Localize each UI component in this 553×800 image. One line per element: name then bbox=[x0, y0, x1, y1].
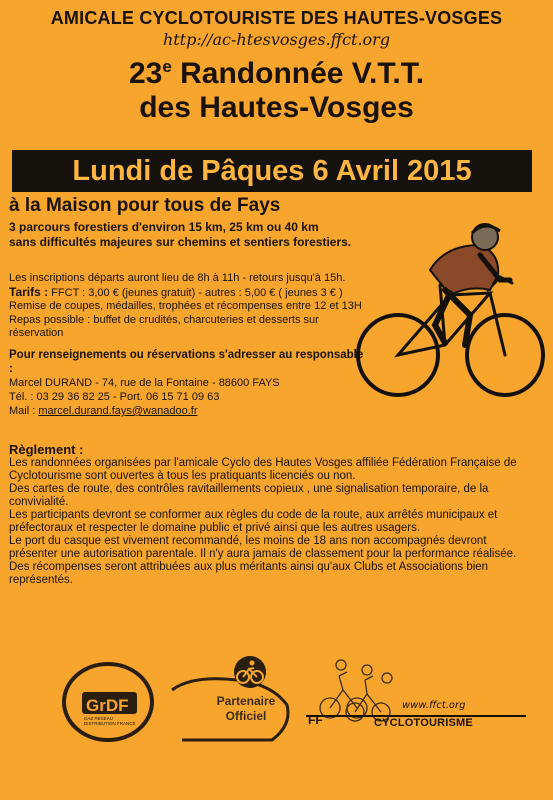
tarifs-text: FFCT : 3,00 € (jeunes gratuit) - autres : 5,00 € ( jeunes 3 € ) bbox=[48, 286, 343, 299]
parcours-description bbox=[9, 220, 379, 250]
reglement-paragraph: Le port du casque est vivement recommandé, les moins de 18 ans non accompagnés devront présenter une autorisation parentale. Il n'y aura jamais de classement pour la performance réalisée. bbox=[9, 535, 517, 560]
partner-line2: Officiel bbox=[225, 709, 267, 723]
reglement-paragraph: Les participants devront se conformer aux règles du code de la route, aux arrêtés municipaux et préfectoraux et respecter le domaine public et privé ainsi que les autres usagers. bbox=[9, 509, 498, 534]
reglement-paragraph: Des cartes de route, des contrôles ravitaillements copieux , une signalisation temporaire, de la convivialité. bbox=[9, 483, 489, 508]
edition-number: 23 bbox=[128, 57, 163, 90]
reglement-section bbox=[9, 443, 529, 587]
event-title-line1 bbox=[0, 50, 553, 91]
bike-partner-icon bbox=[233, 655, 267, 689]
club-name: AMICALE CYCLOTOURISTE DES HAUTES-VOSGES bbox=[50, 8, 503, 28]
cyclist-illustration bbox=[350, 215, 550, 415]
repas-text: Repas possible : buffet de crudités, charcuteries et desserts sur réservation bbox=[9, 313, 319, 339]
contact-mail-row bbox=[9, 404, 369, 418]
event-title-line2: des Hautes-Vosges bbox=[139, 91, 414, 124]
grdf-name: GrDF bbox=[86, 696, 129, 715]
contact-phone: Tél. : 03 29 36 82 25 - Port. 06 15 71 09 63 bbox=[9, 391, 220, 403]
inscriptions-text: Les inscriptions départs auront lieu de 8h à 11h - retours jusqu'à 15h. bbox=[9, 272, 346, 284]
contact-heading: Pour renseignements ou réservations s'adresser au responsable : bbox=[9, 349, 364, 375]
partner-line1: Partenaire bbox=[216, 694, 276, 708]
venue: à la Maison pour tous de Fays bbox=[9, 195, 281, 216]
contact-block bbox=[9, 348, 369, 418]
ffct-name: CYCLOTOURISME bbox=[374, 717, 473, 729]
club-url[interactable]: http://ac-htesvosges.ffct.org bbox=[162, 30, 391, 49]
title-line1-rest: Randonnée V.T.T. bbox=[171, 57, 425, 90]
reglement-paragraph: Des récompenses seront attribuées aux plus méritants ainsi qu'aux Clubs et Associations bien représentés. bbox=[9, 561, 489, 586]
ffct-ff: FF bbox=[308, 713, 323, 727]
reglement-title: Règlement : bbox=[9, 442, 84, 457]
tarifs-row bbox=[9, 286, 364, 301]
partner-label bbox=[190, 694, 302, 724]
grdf-subtitle: GAZ RESEAU DISTRIBUTION FRANCE bbox=[84, 716, 136, 726]
event-title bbox=[0, 50, 553, 125]
date-banner: Lundi de Pâques 6 Avril 2015 bbox=[12, 150, 532, 192]
parcours-line1: 3 parcours forestiers d'environ 15 km, 25 km ou 40 km bbox=[9, 220, 319, 234]
reglement-paragraph: Les randonnées organisées par l'amicale Cyclo des Hautes Vosges affiliée Fédération Française de Cyclotourisme sont ouvertes à tous les pratiquants licenciés ou non. bbox=[9, 457, 517, 482]
tarifs-label: Tarifs : bbox=[9, 284, 49, 299]
recompenses-text: Remise de coupes, médailles, trophées et récompenses entre 12 et 13H bbox=[9, 300, 362, 312]
practical-info bbox=[9, 272, 364, 341]
contact-address: Marcel DURAND - 74, rue de la Fontaine - 88600 FAYS bbox=[9, 377, 280, 389]
mail-link[interactable]: marcel.durand.fays@wanadoo.fr bbox=[38, 405, 198, 417]
ffct-url[interactable]: www.ffct.org bbox=[402, 700, 466, 711]
edition-suffix: e bbox=[162, 57, 172, 76]
mail-label: Mail : bbox=[9, 405, 39, 417]
parcours-line2: sans difficultés majeures sur chemins et sentiers forestiers. bbox=[9, 235, 352, 249]
